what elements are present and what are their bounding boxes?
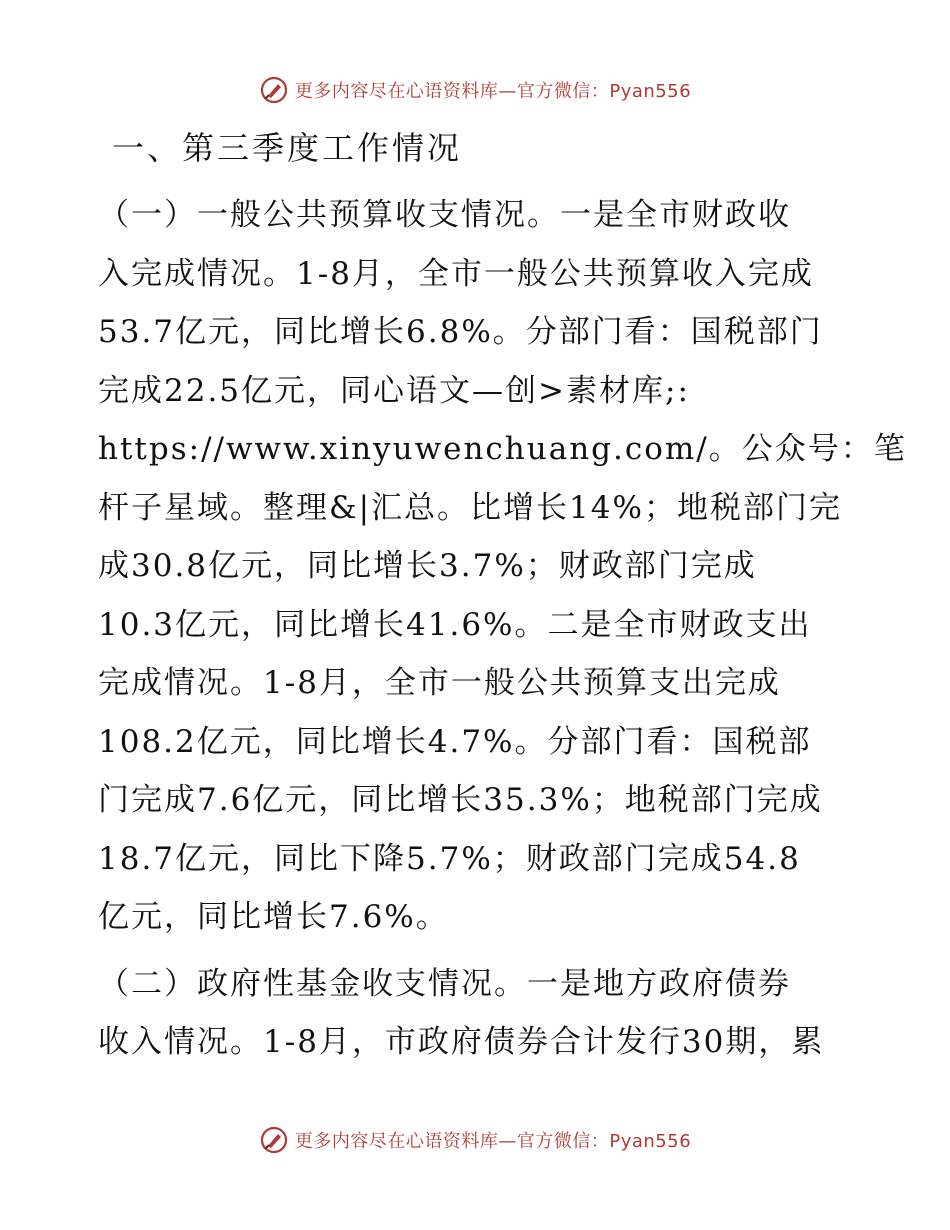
header-banner (0, 72, 950, 108)
pen-nib-logo-icon (259, 75, 289, 105)
paragraph-line: 10.3亿元，同比增长41.6%。二是全市财政支出 (98, 606, 812, 643)
paragraph-line: 完成22.5亿元，同心语文—创>素材库;: (98, 372, 690, 409)
document-body (98, 124, 907, 1080)
pen-nib-logo-icon (259, 1125, 289, 1155)
section-heading: 一、第三季度工作情况 (112, 129, 463, 167)
footer-banner (0, 1122, 950, 1158)
paragraph-line: https://www.xinyuwenchuang.com/。公众号：笔 (98, 431, 907, 467)
paragraph-line: （一）一般公共预算收支情况。一是全市财政收 (98, 197, 791, 233)
paragraph-government-funds (98, 955, 858, 1072)
paragraph-line: 入完成情况。1-8月，全市一般公共预算收入完成 (98, 255, 814, 292)
paragraph-line: 成30.8亿元，同比增长3.7%；财政部门完成 (98, 548, 757, 584)
header-banner-text: 更多内容尽在心语资料库—官方微信：Pyan556 (294, 81, 692, 102)
paragraph-general-budget (98, 186, 907, 947)
paragraph-line: 杆子星域。整理&|汇总。比增长14%；地税部门完 (98, 489, 842, 526)
paragraph-line: 完成情况。1-8月，全市一般公共预算支出完成 (98, 665, 781, 701)
paragraph-line: 亿元，同比增长7.6%。 (98, 899, 449, 935)
paragraph-line: 收入情况。1-8月，市政府债券合计发行30期，累 (98, 1024, 825, 1060)
paragraph-line: 18.7亿元，同比下降5.7%；财政部门完成54.8 (98, 840, 801, 877)
paragraph-line: 53.7亿元，同比增长6.8%。分部门看：国税部门 (98, 314, 823, 350)
paragraph-line: 门完成7.6亿元，同比增长35.3%；地税部门完成 (98, 782, 823, 818)
footer-banner-text: 更多内容尽在心语资料库—官方微信：Pyan556 (294, 1131, 692, 1152)
paragraph-line: （二）政府性基金收支情况。一是地方政府债券 (98, 965, 791, 1002)
paragraph-line: 108.2亿元，同比增长4.7%。分部门看：国税部 (98, 723, 812, 760)
